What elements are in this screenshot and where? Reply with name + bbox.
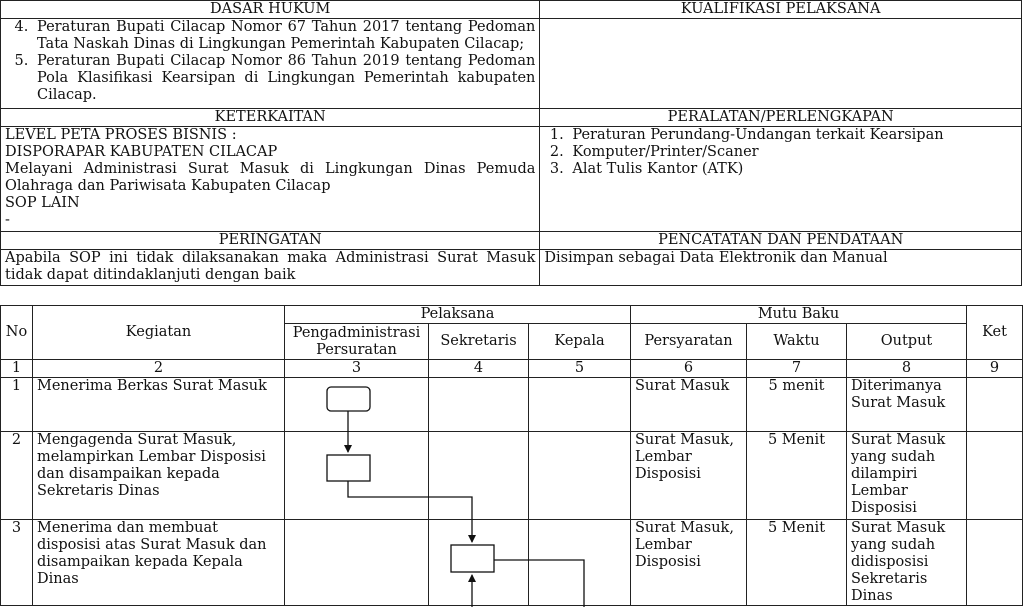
- row-kegiatan: Mengagenda Surat Masuk, melampirkan Lembar Disposisi dan disampaikan kepada Sekretaris Dinas: [33, 432, 285, 520]
- header-persyaratan: Persyaratan: [631, 324, 747, 360]
- keterkaitan-cell: [1, 127, 540, 232]
- header-sekretaris: Sekretaris: [429, 324, 529, 360]
- row-persyaratan: Surat Masuk, Lembar Disposisi: [631, 432, 747, 520]
- lane-kepala: [529, 520, 631, 606]
- kualifikasi-header: KUALIFIKASI PELAKSANA: [540, 1, 1022, 19]
- keterkaitan-line: SOP LAIN: [5, 195, 80, 211]
- header-kegiatan: Kegiatan: [33, 306, 285, 360]
- col-number: 4: [429, 360, 529, 378]
- row-waktu: 5 Menit: [747, 432, 847, 520]
- keterkaitan-line: LEVEL PETA PROSES BISNIS :: [5, 127, 237, 143]
- lane-pengadministrasi: [285, 378, 429, 432]
- row-no: 3: [1, 520, 33, 606]
- row-persyaratan: Surat Masuk, Lembar Disposisi: [631, 520, 747, 606]
- row-output: Surat Masuk yang sudah dilampiri Lembar Disposisi: [847, 432, 967, 520]
- keterkaitan-line: Melayani Administrasi Surat Masuk di Lingkungan Dinas Pemuda Olahraga dan Pariwisata Kabupaten Cilacap: [5, 161, 536, 194]
- row-no: 2: [1, 432, 33, 520]
- col-number: 3: [285, 360, 429, 378]
- col-number: 1: [1, 360, 33, 378]
- header-ket: Ket: [967, 306, 1023, 360]
- peralatan-item: 3. Alat Tulis Kantor (ATK): [568, 161, 1017, 178]
- row-output: Surat Masuk yang sudah didisposisi Sekretaris Dinas: [847, 520, 967, 606]
- row-kegiatan: Menerima dan membuat disposisi atas Surat Masuk dan disampaikan kepada Kepala Dinas: [33, 520, 285, 606]
- peralatan-header: PERALATAN/PERLENGKAPAN: [540, 109, 1022, 127]
- keterkaitan-line: DISPORAPAR KABUPATEN CILACAP: [5, 144, 278, 160]
- lane-pengadministrasi: [285, 520, 429, 606]
- lane-sekretaris: [429, 432, 529, 520]
- header-pengadministrasi: Pengadministrasi Persuratan: [285, 324, 429, 360]
- header-no: No: [1, 306, 33, 360]
- header-output: Output: [847, 324, 967, 360]
- row-ket: [967, 520, 1023, 606]
- table-row: [1, 520, 1023, 606]
- keterkaitan-header: KETERKAITAN: [1, 109, 540, 127]
- peringatan-header: PERINGATAN: [1, 232, 540, 250]
- pencatatan-header: PENCATATAN DAN PENDATAAN: [540, 232, 1022, 250]
- row-no: 1: [1, 378, 33, 432]
- dasar-hukum-list: [5, 19, 535, 104]
- dasar-hukum-item: 4. Peraturan Bupati Cilacap Nomor 67 Tahun 2017 tentang Pedoman Tata Naskah Dinas di Lingkungan Pemerintah Kabupaten Cilacap;: [33, 19, 535, 53]
- header-mutu-baku: Mutu Baku: [631, 306, 967, 324]
- col-number: 7: [747, 360, 847, 378]
- col-number: 6: [631, 360, 747, 378]
- table-row: [1, 432, 1023, 520]
- row-kegiatan: Menerima Berkas Surat Masuk: [33, 378, 285, 432]
- sop-flow-table: [0, 305, 1023, 606]
- row-ket: [967, 378, 1023, 432]
- header-pelaksana: Pelaksana: [285, 306, 631, 324]
- sop-info-table: [0, 0, 1022, 286]
- row-waktu: 5 menit: [747, 378, 847, 432]
- col-number: 2: [33, 360, 285, 378]
- peralatan-item: 2. Komputer/Printer/Scaner: [568, 144, 1017, 161]
- kualifikasi-cell: [540, 19, 1022, 109]
- lane-kepala: [529, 432, 631, 520]
- lane-kepala: [529, 378, 631, 432]
- peralatan-list: [544, 127, 1017, 178]
- col-number: 9: [967, 360, 1023, 378]
- dasar-hukum-cell: [1, 19, 540, 109]
- header-kepala: Kepala: [529, 324, 631, 360]
- lane-sekretaris: [429, 520, 529, 606]
- peralatan-item: 1. Peraturan Perundang-Undangan terkait Kearsipan: [568, 127, 1017, 144]
- lane-pengadministrasi: [285, 432, 429, 520]
- pencatatan-text: Disimpan sebagai Data Elektronik dan Manual: [540, 250, 1022, 286]
- table-row: [1, 378, 1023, 432]
- col-number: 5: [529, 360, 631, 378]
- dasar-hukum-item: 5. Peraturan Bupati Cilacap Nomor 86 Tahun 2019 tentang Pedoman Pola Klasifikasi Kearsipan di Lingkungan Pemerintah kabupaten Cilacap.: [33, 53, 535, 104]
- lane-sekretaris: [429, 378, 529, 432]
- row-output: Diterimanya Surat Masuk: [847, 378, 967, 432]
- peralatan-cell: [540, 127, 1022, 232]
- row-persyaratan: Surat Masuk: [631, 378, 747, 432]
- header-waktu: Waktu: [747, 324, 847, 360]
- row-waktu: 5 Menit: [747, 520, 847, 606]
- col-number: 8: [847, 360, 967, 378]
- row-ket: [967, 432, 1023, 520]
- dasar-hukum-header: DASAR HUKUM: [1, 1, 540, 19]
- keterkaitan-line: -: [5, 212, 10, 228]
- peringatan-text: Apabila SOP ini tidak dilaksanakan maka Administrasi Surat Masuk tidak dapat ditindaklanjuti dengan baik: [1, 250, 540, 286]
